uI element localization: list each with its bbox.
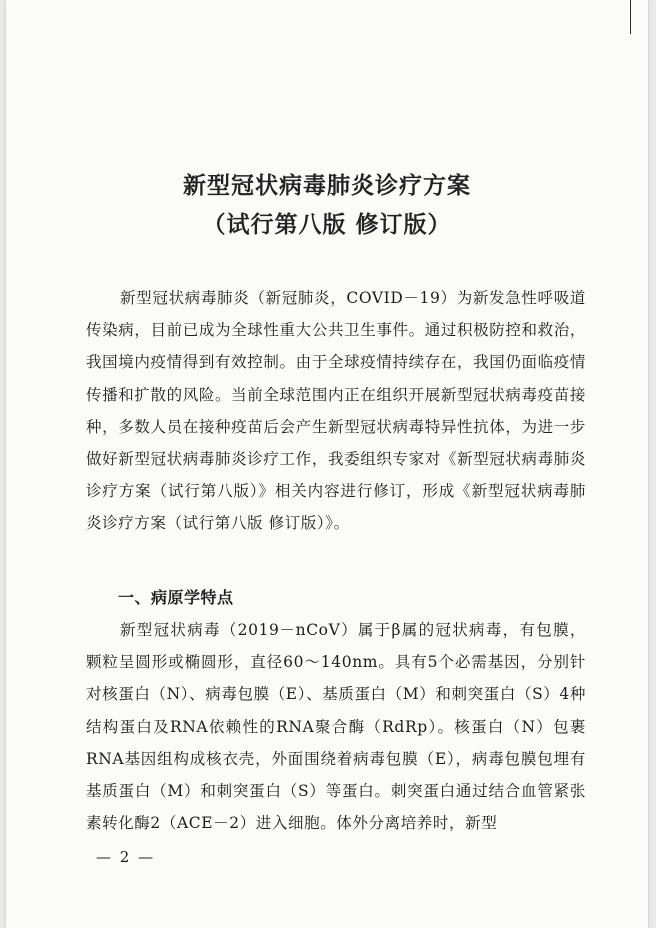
section-heading-etiology: 一、病原学特点: [118, 588, 234, 607]
etiology-paragraph: 新型冠状病毒（2019－nCoV）属于β属的冠状病毒，有包膜，颗粒呈圆形或椭圆形，直径60～140nm。具有5个必需基因，分别针对核蛋白（N）、病毒包膜（E）、基质蛋白（M）和刺突蛋白（S）4种结构蛋白及RNA依赖性的RNA聚合酶（RdRp）。核蛋白（N）包裹RNA基因组构成核衣壳，外面围绕着病毒包膜（E），病毒包膜包埋有基质蛋白（M）和刺突蛋白（S）等蛋白。刺突蛋白通过结合血管紧张素转化酶2（ACE－2）进入细胞。体外分离培养时，新型: [86, 621, 586, 833]
document-title: 新型冠状病毒肺炎诊疗方案: [183, 172, 471, 199]
scan-edge-mark: [630, 0, 631, 34]
intro-paragraph: 新型冠状病毒肺炎（新冠肺炎，COVID－19）为新发急性呼吸道传染病，目前已成为全球性重大公共卫生事件。通过积极防控和救治，我国境内疫情得到有效控制。由于全球疫情持续存在，我国仍面临疫情传播和扩散的风险。当前全球范围内正在组织开展新型冠状病毒疫苗接种，多数人员在接种疫苗后会产生新型冠状病毒特异性抗体，为进一步做好新型冠状病毒肺炎诊疗工作，我委组织专家对《新型冠状病毒肺炎诊疗方案（试行第八版）》相关内容进行修订，形成《新型冠状病毒肺炎诊疗方案（试行第八版 修订版）》。: [86, 289, 586, 533]
page-number: — 2 —: [96, 848, 156, 866]
document-subtitle: （试行第八版 修订版）: [202, 211, 452, 238]
document-page: [6, 0, 648, 928]
